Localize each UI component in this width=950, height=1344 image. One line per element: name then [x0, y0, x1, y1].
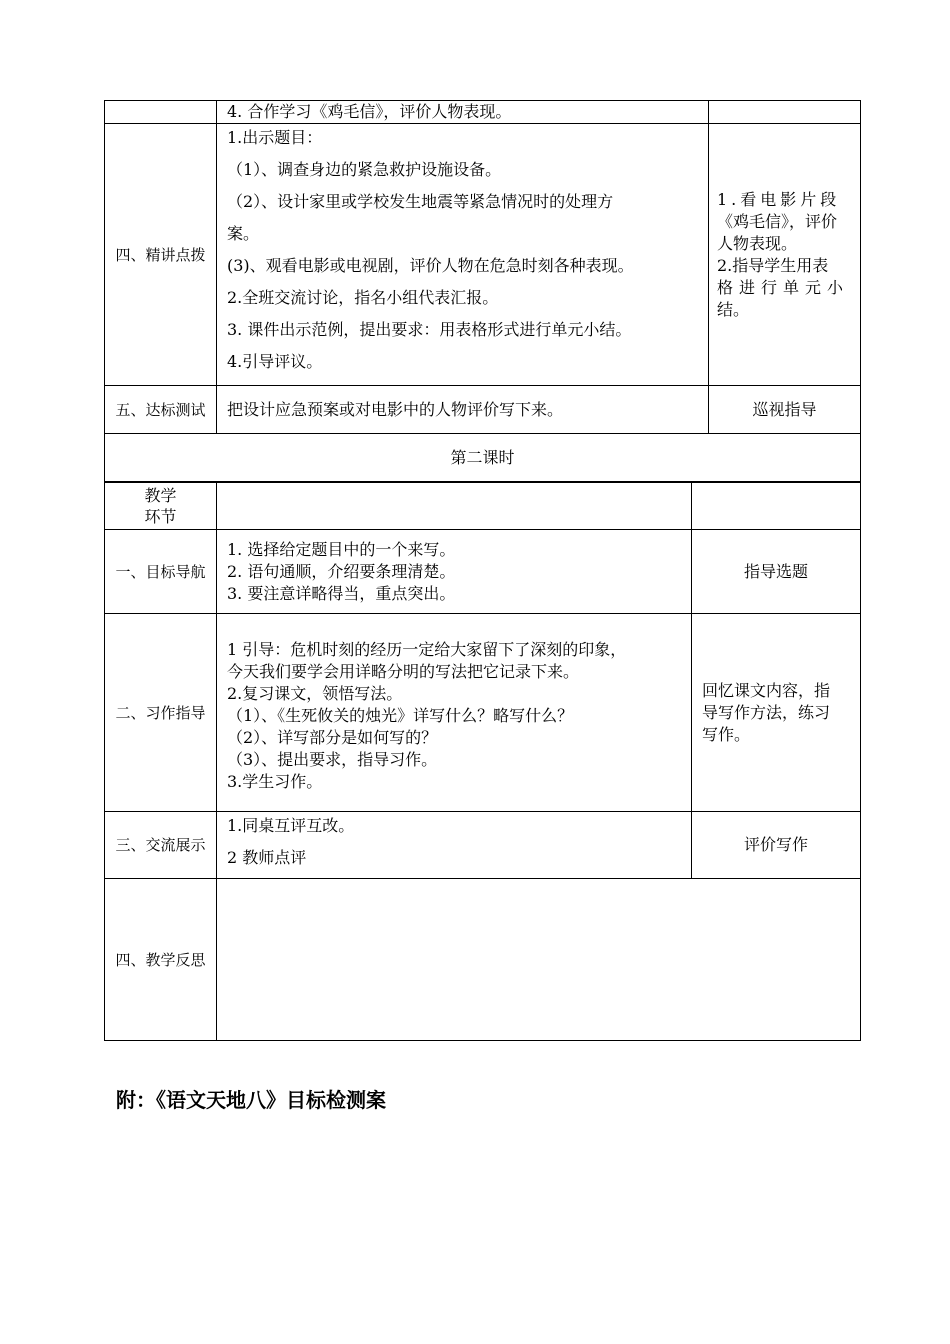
table-row: [105, 812, 861, 879]
text-line: 1 引导：危机时刻的经历一定给大家留下了深刻的印象，: [227, 640, 627, 659]
note-cell: [709, 124, 861, 386]
header-cell-empty: [217, 482, 692, 530]
note-line: 1.看电影片段: [717, 189, 841, 209]
note-line: 人物表现。: [717, 233, 798, 253]
content-cell: [217, 812, 692, 879]
stage-cell: 四、精讲点拨: [105, 124, 217, 386]
content-cell: 把设计应急预案或对电影中的人物评价写下来。: [217, 386, 709, 434]
note-cell: 评价写作: [692, 812, 861, 879]
table-row: [105, 434, 861, 483]
note-line: 结。: [717, 299, 750, 319]
text-line: 1. 选择给定题目中的一个来写。: [227, 539, 456, 559]
text-line: （2）、设计家里或学校发生地震等紧急情况时的处理方: [227, 192, 614, 211]
table-row: [105, 614, 861, 812]
reflection-cell: [217, 879, 861, 1041]
text-line: 3. 要注意详略得当，重点突出。: [227, 583, 456, 603]
text-line: 1.同桌互评互改。: [227, 816, 355, 835]
header-line: 环节: [144, 506, 177, 526]
text-line: （1）、《生死攸关的烛光》详写什么？略写什么？: [227, 706, 574, 725]
table-row: [105, 124, 861, 386]
text-line: 案。: [227, 224, 260, 243]
text-line: 3. 课件出示范例，提出要求：用表格形式进行单元小结。: [227, 320, 632, 339]
note-line: 回忆课文内容，指: [702, 680, 831, 700]
content-cell: [217, 124, 709, 386]
header-cell-empty: [692, 482, 861, 530]
table-row: [105, 101, 861, 124]
stage-cell: 二、习作指导: [105, 614, 217, 812]
header-cell: [105, 482, 217, 530]
table-header-row: [105, 482, 861, 530]
lesson-table-part2: [104, 481, 861, 1041]
content-cell: 4. 合作学习《鸡毛信》，评价人物表现。: [217, 101, 709, 124]
stage-cell: 四、教学反思: [105, 879, 217, 1041]
text-line: 2.复习课文，领悟写法。: [227, 684, 403, 703]
note-cell: [692, 614, 861, 812]
content-cell: [217, 530, 692, 614]
table-row: [105, 879, 861, 1041]
text-line: （1）、调查身边的紧急救护设施设备。: [227, 160, 502, 179]
text-line: 2 教师点评: [227, 848, 307, 867]
text-line: 2. 语句通顺，介绍要条理清楚。: [227, 561, 456, 581]
lesson-table-part1: [104, 100, 861, 483]
table-row: [105, 530, 861, 614]
stage-cell: 三、交流展示: [105, 812, 217, 879]
note-line: 《鸡毛信》，评价: [717, 211, 838, 231]
note-line: 导写作方法，练习: [702, 702, 831, 722]
text-line: (3)、观看电影或电视剧，评价人物在危急时刻各种表现。: [227, 256, 634, 275]
text-line: 2.全班交流讨论，指名小组代表汇报。: [227, 288, 499, 307]
note-line: 2.指导学生用表: [717, 255, 829, 275]
note-cell: [709, 101, 861, 124]
note-cell: 指导选题: [692, 530, 861, 614]
text-line: 今天我们要学会用详略分明的写法把它记录下来。: [227, 662, 580, 681]
text-line: （2）、详写部分是如何写的？: [227, 728, 438, 747]
stage-cell: [105, 101, 217, 124]
session-title: 第二课时: [105, 434, 861, 483]
text-line: 3.学生习作。: [227, 772, 323, 791]
text-line: 1.出示题目：: [227, 128, 323, 147]
note-line: 格进行单元小: [717, 277, 850, 297]
note-line: 写作。: [702, 724, 751, 744]
stage-cell: 一、目标导航: [105, 530, 217, 614]
text-line: 4.引导评议。: [227, 352, 323, 371]
appendix-heading: 附：《语文天地八》目标检测案: [116, 1088, 386, 1112]
note-cell: 巡视指导: [709, 386, 861, 434]
text-line: （3）、提出要求，指导习作。: [227, 750, 438, 769]
header-line: 教学: [144, 485, 177, 505]
stage-cell: 五、达标测试: [105, 386, 217, 434]
content-cell: [217, 614, 692, 812]
table-row: [105, 386, 861, 434]
